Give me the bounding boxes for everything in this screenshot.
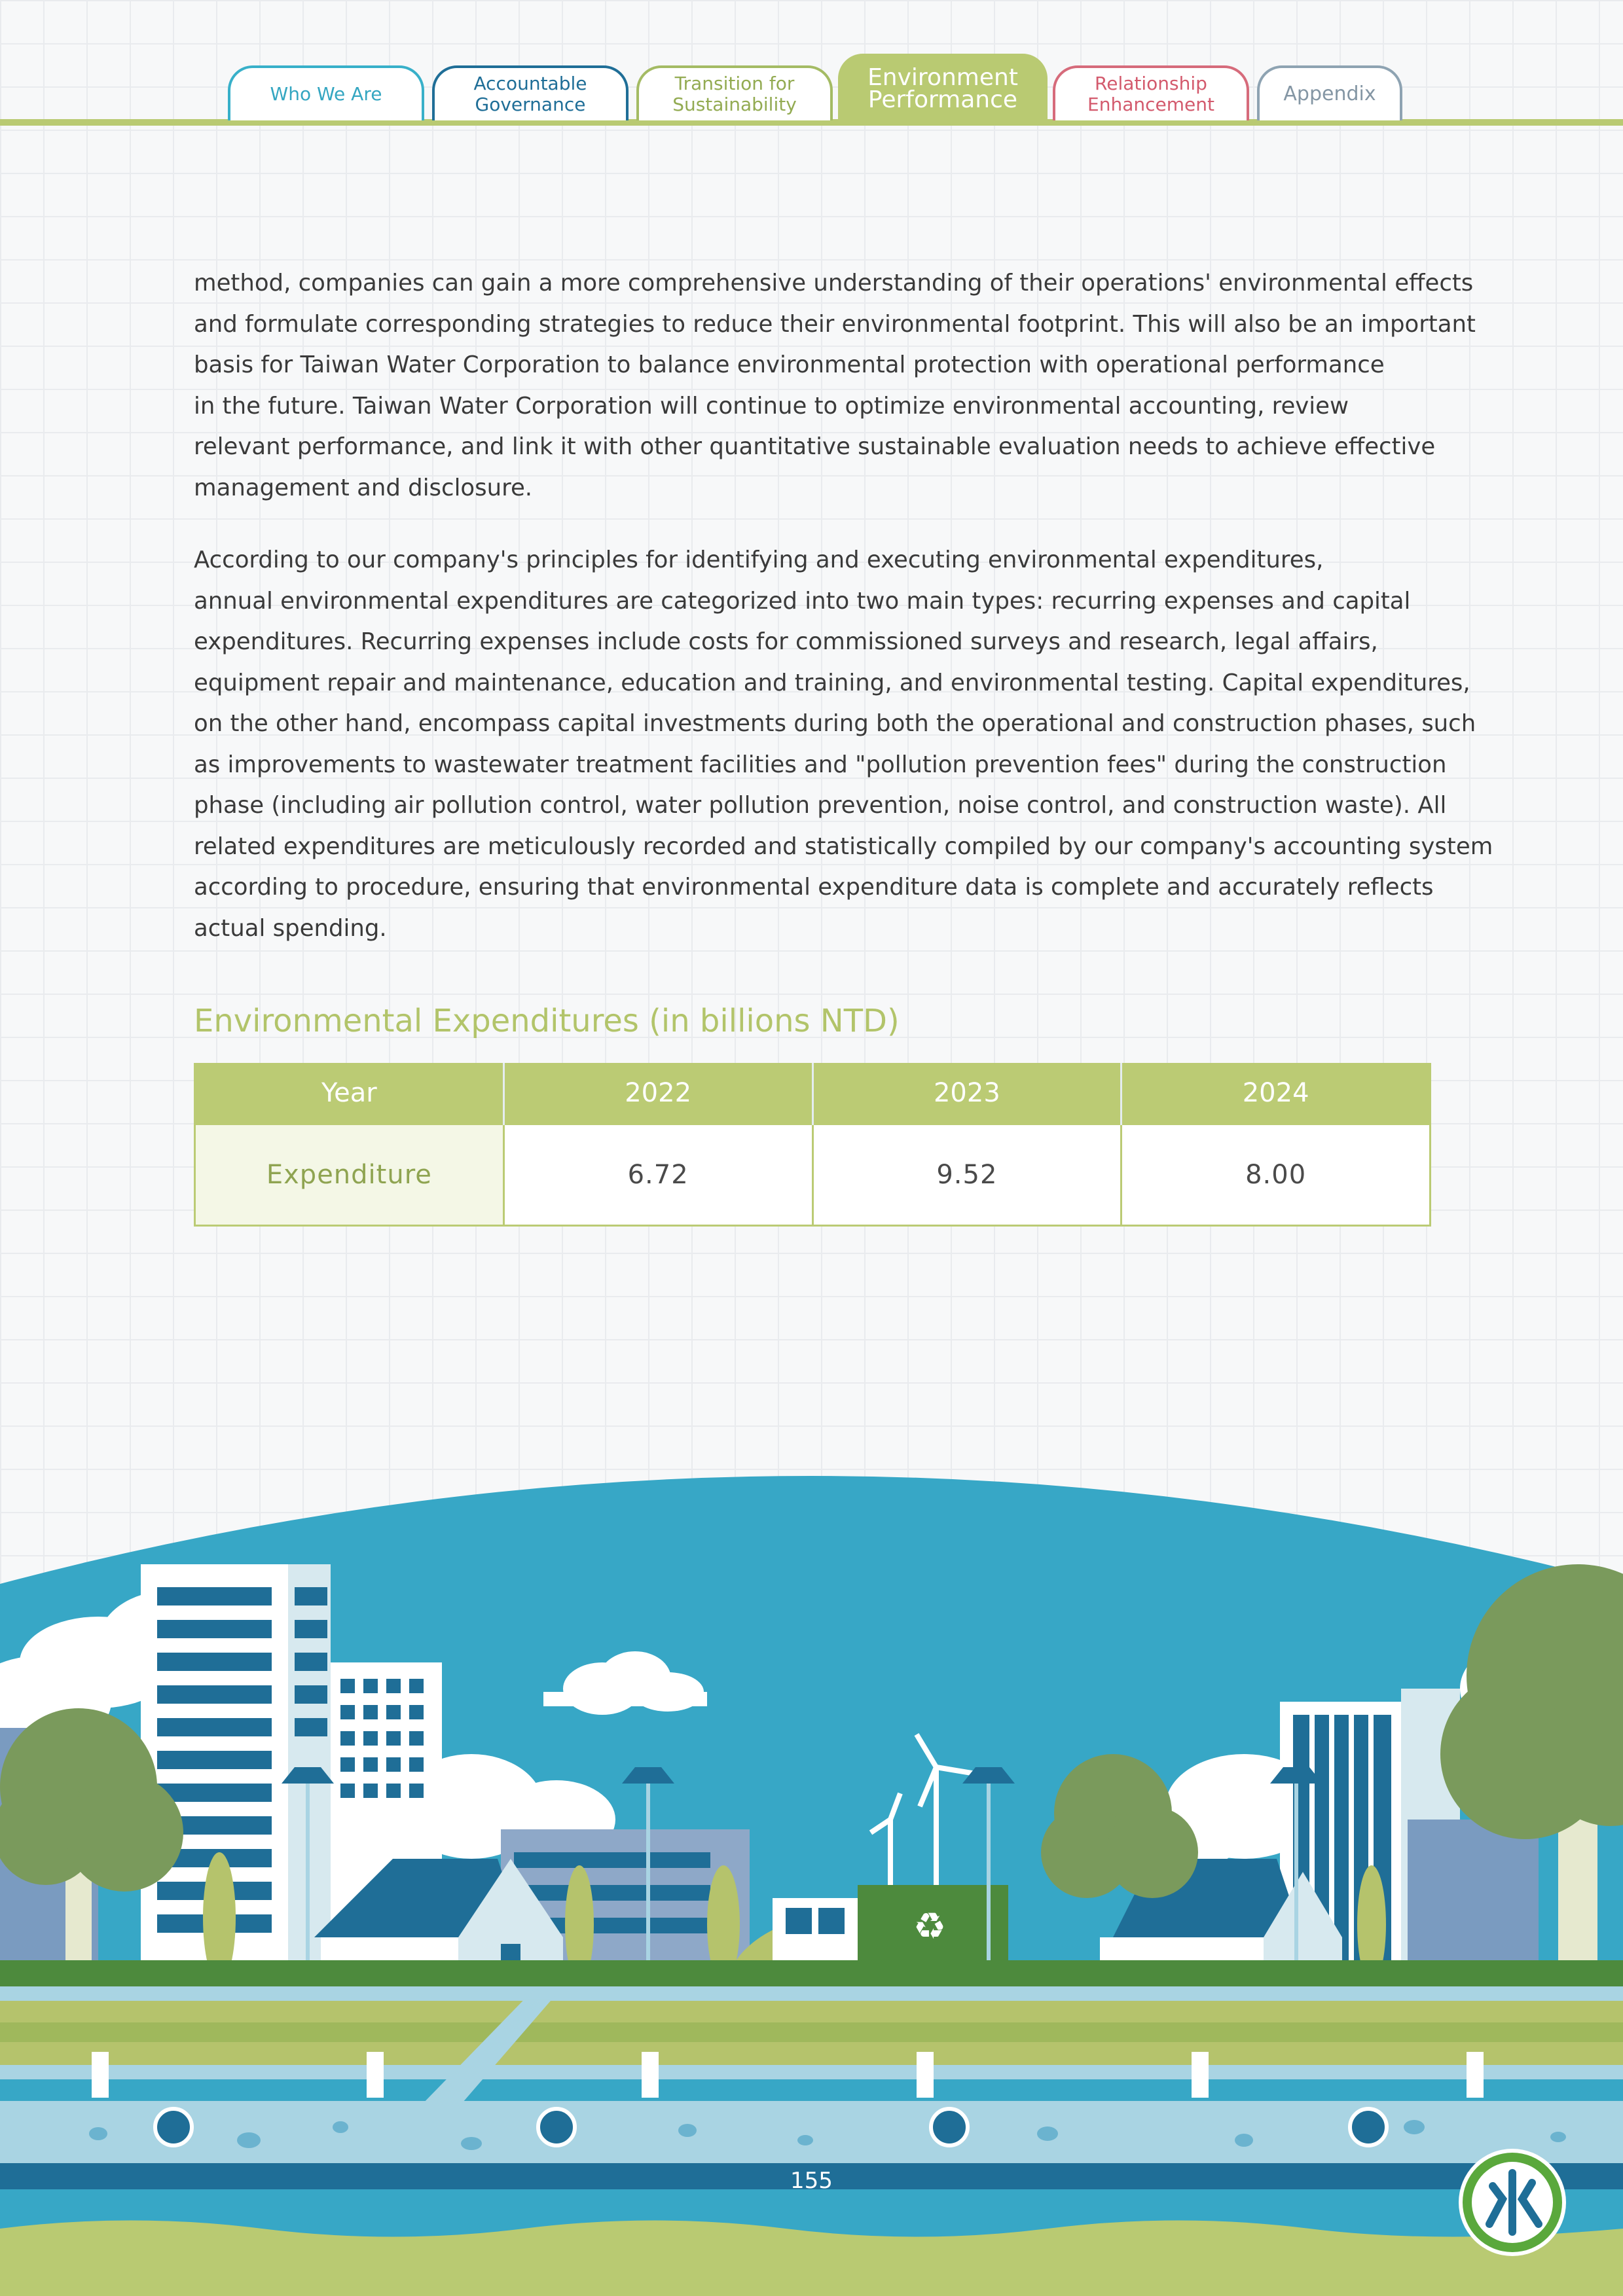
tab-accountable-governance[interactable]: Accountable Governance [432, 65, 629, 120]
row-label-expenditure: Expenditure [195, 1124, 504, 1226]
header-2024: 2024 [1122, 1063, 1431, 1124]
tab-transition-for-sustainability[interactable]: Transition for Sustainability [636, 65, 833, 120]
table-title: Environmental Expenditures (in billions NTD) [194, 1003, 900, 1039]
header-2022: 2022 [503, 1063, 812, 1124]
body-content [194, 263, 1493, 949]
top-navigation [0, 0, 1623, 131]
city-landscape-illustration [0, 1427, 1623, 2296]
paragraph-environmental-expenditures: According to our company's principles for identifying and executing environmental expenditures, annual environmental expenditures are categorized into two main types: recurring expenses and capital expenditures. Recurring expenses include costs for commissioned surveys and research, legal affairs, equipment repair and maintenance, education and training, and environmental testing. Capital expenditures, on the other hand, encompass capital investments during both the operational and construction phases, such as improvements to wastewater treatment facilities and "pollution prevention fees" during the construction phase (including air pollution control, water pollution prevention, noise control, and construction waste). All related expenditures are meticulously recorded and statistically compiled by our company's accounting system according to procedure, ensuring that environmental expenditure data is complete and accurately reflects actual spending. [194, 547, 1493, 942]
tab-appendix[interactable]: Appendix [1257, 65, 1402, 120]
tab-who-we-are[interactable]: Who We Are [228, 65, 424, 120]
table-header-row [195, 1063, 1431, 1124]
company-logo [1457, 2147, 1568, 2258]
value-2022: 6.72 [503, 1124, 812, 1226]
expenditure-table [194, 1063, 1431, 1227]
tab-environment-performance[interactable]: Environment Performance [838, 54, 1048, 122]
header-year: Year [195, 1063, 504, 1124]
table-row [195, 1124, 1431, 1226]
header-2023: 2023 [812, 1063, 1122, 1124]
page-number: 155 [790, 2168, 833, 2194]
svg-text:♻: ♻ [913, 1905, 947, 1948]
value-2024: 8.00 [1122, 1124, 1431, 1226]
tab-relationship-enhancement[interactable]: Relationship Enhancement [1053, 65, 1249, 120]
paragraph-environmental-accounting: method, companies can gain a more comprehensive understanding of their operations' environmental effects and formulate corresponding strategies to reduce their environmental footprint. This will also be an important basis for Taiwan Water Corporation to balance environmental protection with operational performance in the future. Taiwan Water Corporation will continue to optimize environmental accounting, review relevant performance, and link it with other quantitative sustainable evaluation needs to achieve effective management and disclosure. [194, 270, 1476, 501]
value-2023: 9.52 [812, 1124, 1122, 1226]
